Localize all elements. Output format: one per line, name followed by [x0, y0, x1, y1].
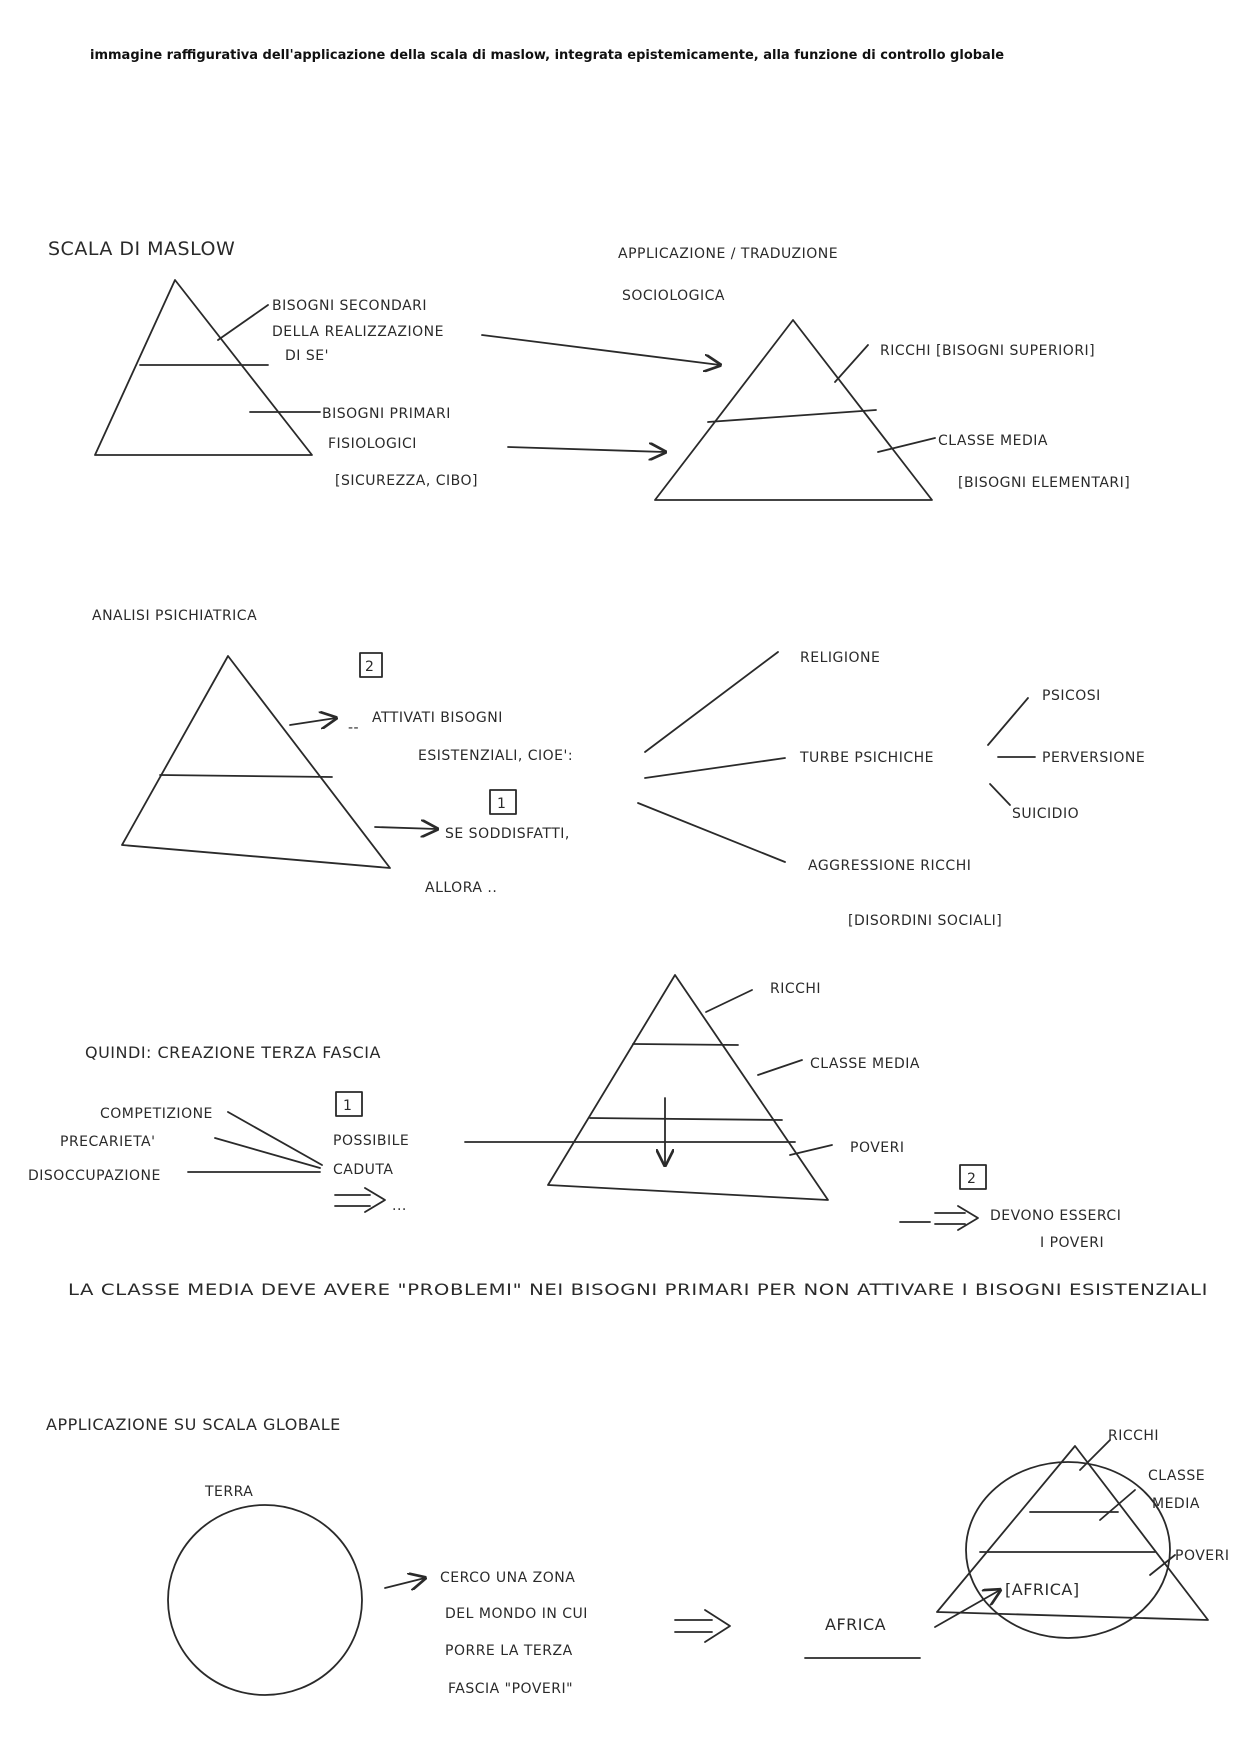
marker-1: 1 — [497, 796, 507, 812]
cause-competizione: COMPETIZIONE — [100, 1106, 213, 1122]
cause-precarieta: PRECARIETA' — [60, 1134, 156, 1150]
poveri-pointer — [790, 1145, 832, 1155]
marker-1b: 1 — [343, 1098, 353, 1114]
devono-line-1: DEVONO ESSERCI — [990, 1208, 1122, 1224]
psychiatric-pyramid — [122, 656, 390, 868]
devono-line-2: I POVERI — [1040, 1235, 1105, 1251]
tier-divider-top — [633, 1044, 738, 1045]
sub-line-psicosi — [988, 698, 1028, 745]
maslow-bottom-label-2: FISIOLOGICI — [328, 436, 417, 452]
global-poveri: POVERI — [1175, 1548, 1230, 1564]
sub-perversione: PERVERSIONE — [1042, 750, 1146, 766]
branch-line-religione — [645, 652, 778, 752]
arrow-africa-to-globe — [935, 1590, 1000, 1627]
sociological-top-pointer — [835, 345, 868, 382]
branch-turbe-psichiche: TURBE PSICHICHE — [800, 750, 934, 766]
arrow-to-attivati — [290, 718, 336, 725]
psychiatric-divider — [160, 775, 332, 777]
arrow-to-soddisfatti — [375, 827, 437, 829]
sociological-top-label: RICCHI [BISOGNI SUPERIORI] — [880, 343, 1096, 359]
maslow-bottom-label-3: [SICUREZZA, CIBO] — [335, 473, 478, 489]
pyr-classe-media: CLASSE MEDIA — [810, 1056, 920, 1072]
marker-2b: 2 — [967, 1171, 977, 1187]
maslow-heading: SCALA DI MASLOW — [48, 238, 236, 260]
arrow-bottom-to-sociological — [508, 447, 665, 452]
cerco-line-3: PORRE LA TERZA — [445, 1643, 573, 1659]
global-classe: CLASSE — [1148, 1468, 1206, 1484]
branch-aggressione-ricchi: AGGRESSIONE RICCHI — [808, 858, 972, 874]
double-arrow-icon-3 — [675, 1610, 730, 1642]
sociological-bottom-label-2: [BISOGNI ELEMENTARI] — [958, 475, 1131, 491]
arrow-prefix: -- — [348, 720, 360, 736]
sub-suicidio: SUICIDIO — [1012, 806, 1080, 822]
ricchi-pointer — [706, 990, 752, 1012]
arrow-to-cerco — [385, 1578, 425, 1588]
global-media-pointer — [1100, 1490, 1135, 1520]
global-heading: APPLICAZIONE SU SCALA GLOBALE — [46, 1415, 341, 1434]
maslow-top-label-2: DELLA REALIZZAZIONE — [272, 324, 444, 340]
tier-divider-middle — [590, 1118, 782, 1120]
cerco-line-4: FASCIA "POVERI" — [448, 1681, 574, 1697]
terra-label: TERRA — [205, 1484, 254, 1500]
branch-disordini-sociali: [DISORDINI SOCIALI] — [848, 913, 1003, 929]
global-ricchi: RICCHI — [1108, 1428, 1160, 1444]
branch-line-aggressione — [638, 803, 785, 862]
double-arrow-icon — [335, 1188, 385, 1212]
maslow-bottom-label-1: BISOGNI PRIMARI — [322, 406, 451, 422]
maslow-top-pointer — [218, 305, 268, 340]
attivati-line-1: ATTIVATI BISOGNI — [372, 710, 503, 726]
sub-psicosi: PSICOSI — [1042, 688, 1101, 704]
global-media: MEDIA — [1152, 1496, 1200, 1512]
media-pointer — [758, 1060, 802, 1075]
sub-line-suicidio — [990, 784, 1010, 805]
sociological-heading-2: SOCIOLOGICA — [622, 288, 725, 304]
three-tier-pyramid — [548, 975, 828, 1200]
page-title: immagine raffigurativa dell'applicazione della scala di maslow, integrata epistemicamente, alla funzione di controllo globale — [90, 48, 1005, 63]
maslow-top-label-1: BISOGNI SECONDARI — [272, 298, 428, 314]
sociological-divider — [708, 410, 876, 422]
pyr-ricchi: RICCHI — [770, 981, 822, 997]
double-arrow-icon-2 — [900, 1206, 978, 1230]
attivati-line-2: ESISTENZIALI, CIOE': — [418, 748, 574, 764]
soddisfatti-line-1: SE SODDISFATTI, — [445, 826, 570, 842]
caduta: CADUTA — [333, 1162, 394, 1178]
marker-2: 2 — [365, 659, 375, 675]
africa-label: AFRICA — [825, 1615, 887, 1634]
arrow-top-to-sociological — [482, 335, 720, 365]
globe-circle — [966, 1462, 1170, 1638]
sociological-heading-1: APPLICAZIONE / TRADUZIONE — [618, 246, 839, 262]
terza-fascia-heading: QUINDI: CREAZIONE TERZA FASCIA — [85, 1043, 381, 1062]
cause-disoccupazione: DISOCCUPAZIONE — [28, 1168, 161, 1184]
classe-media-statement: LA CLASSE MEDIA DEVE AVERE "PROBLEMI" NEI BISOGNI PRIMARI PER NON ATTIVARE I BISOGNI ESISTENZIALI — [68, 1280, 1208, 1299]
branch-line-turbe — [645, 758, 785, 778]
cerco-line-1: CERCO UNA ZONA — [440, 1570, 576, 1586]
earth-circle — [168, 1505, 362, 1695]
sociological-bottom-label-1: CLASSE MEDIA — [938, 433, 1048, 449]
cerco-line-2: DEL MONDO IN CUI — [445, 1606, 588, 1622]
arrow-dots: ... — [392, 1198, 407, 1214]
possibile: POSSIBILE — [333, 1133, 410, 1149]
maslow-top-label-3: DI SE' — [285, 348, 329, 364]
cause-line-2 — [215, 1138, 320, 1168]
africa-bracket-label: [AFRICA] — [1005, 1580, 1080, 1599]
branch-religione: RELIGIONE — [800, 650, 881, 666]
soddisfatti-line-2: ALLORA .. — [425, 880, 498, 896]
cause-line-1 — [228, 1112, 322, 1165]
psychiatric-heading: ANALISI PSICHIATRICA — [92, 608, 258, 624]
pyr-poveri: POVERI — [850, 1140, 905, 1156]
